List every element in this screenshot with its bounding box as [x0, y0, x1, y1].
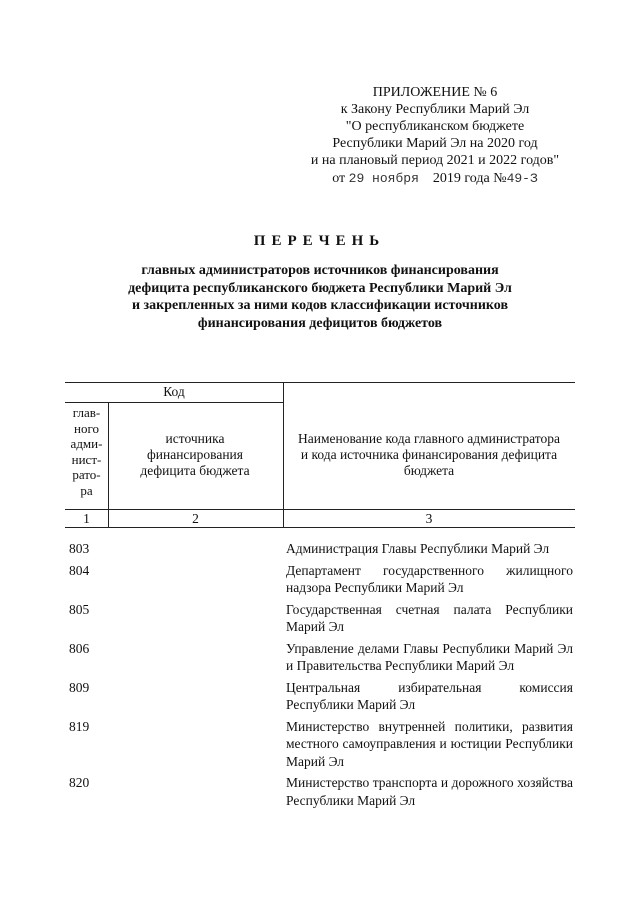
appendix-law-name-1: "О республиканском бюджете	[345, 119, 525, 134]
table-row	[65, 540, 575, 558]
admin-code: 803	[69, 541, 90, 556]
admin-name: Министерство транспорта и дорожного хозяйства Республики Марий Эл	[286, 775, 573, 808]
subtitle-line-4: финансирования дефицитов бюджетов	[197, 315, 443, 331]
appendix-block	[270, 84, 600, 187]
header-col2: источника финансирования дефицита бюджета	[140, 431, 250, 478]
header-bottom-rule	[65, 509, 575, 510]
document-subtitle	[60, 262, 580, 332]
table-row	[65, 774, 575, 809]
date-prefix: от	[332, 171, 346, 186]
law-number: 49-З	[506, 171, 538, 186]
table-body	[65, 540, 575, 813]
subtitle-line-3: и закрепленных за ними кодов классификации источников	[131, 298, 509, 313]
admin-code: 806	[69, 640, 90, 656]
admin-name: Государственная счетная палата Республики Марий Эл	[286, 601, 573, 634]
appendix-law-name-2: Республики Марий Эл на 2020 год	[332, 136, 538, 151]
admin-code: 809	[69, 679, 90, 695]
admin-code: 805	[69, 601, 90, 617]
header-num-2: 2	[192, 511, 199, 526]
admin-code: 804	[69, 562, 90, 578]
admin-name: Управление делами Главы Республики Марий Эл и Правительства Республики Марий Эл	[286, 640, 573, 673]
date-year: 2019 года №	[432, 171, 507, 186]
subtitle-line-1: главных администраторов источников финансирования	[141, 263, 499, 278]
header-code-group: Код	[163, 384, 185, 399]
table-row	[65, 640, 575, 675]
table-row	[65, 562, 575, 597]
code-group-rule	[65, 402, 283, 403]
header-num-3: 3	[425, 511, 433, 526]
header-top-rule	[65, 382, 575, 383]
subtitle-line-2: дефицита республиканского бюджета Республики Марий Эл	[128, 280, 512, 296]
document-title: ПЕРЕЧЕНЬ	[253, 233, 386, 249]
admin-name: Департамент государственного жилищного надзора Республики Марий Эл	[286, 562, 573, 595]
admin-code: 819	[69, 718, 90, 734]
appendix-law-ref: к Закону Республики Марий Эл	[340, 102, 530, 117]
date-day-month: 29 ноября	[348, 171, 419, 186]
table-row	[65, 601, 575, 636]
admin-name: Центральная избирательная комиссия Республики Марий Эл	[286, 679, 573, 712]
header-col3: Наименование кода главного администратора и кода источника финансирования дефицита бюджета	[298, 431, 560, 478]
appendix-date-line	[270, 170, 600, 187]
table-header	[65, 382, 575, 527]
header-col1: глав- ного адми- нист- рато- ра	[70, 405, 103, 498]
admin-name: Министерство внутренней политики, развития местного самоуправления и юстиции Республики Марий Эл	[286, 718, 573, 769]
admin-name: Администрация Главы Республики Марий Эл	[286, 541, 550, 556]
numbers-rule	[65, 527, 575, 528]
admin-code: 820	[69, 775, 90, 790]
col-divider-1	[108, 402, 109, 527]
table-row	[65, 718, 575, 771]
appendix-law-name-3: и на плановый период 2021 и 2022 годов"	[310, 153, 560, 168]
table-row	[65, 679, 575, 714]
header-num-1: 1	[83, 511, 90, 526]
col-divider-2	[283, 382, 284, 527]
appendix-title: ПРИЛОЖЕНИЕ № 6	[372, 85, 498, 100]
